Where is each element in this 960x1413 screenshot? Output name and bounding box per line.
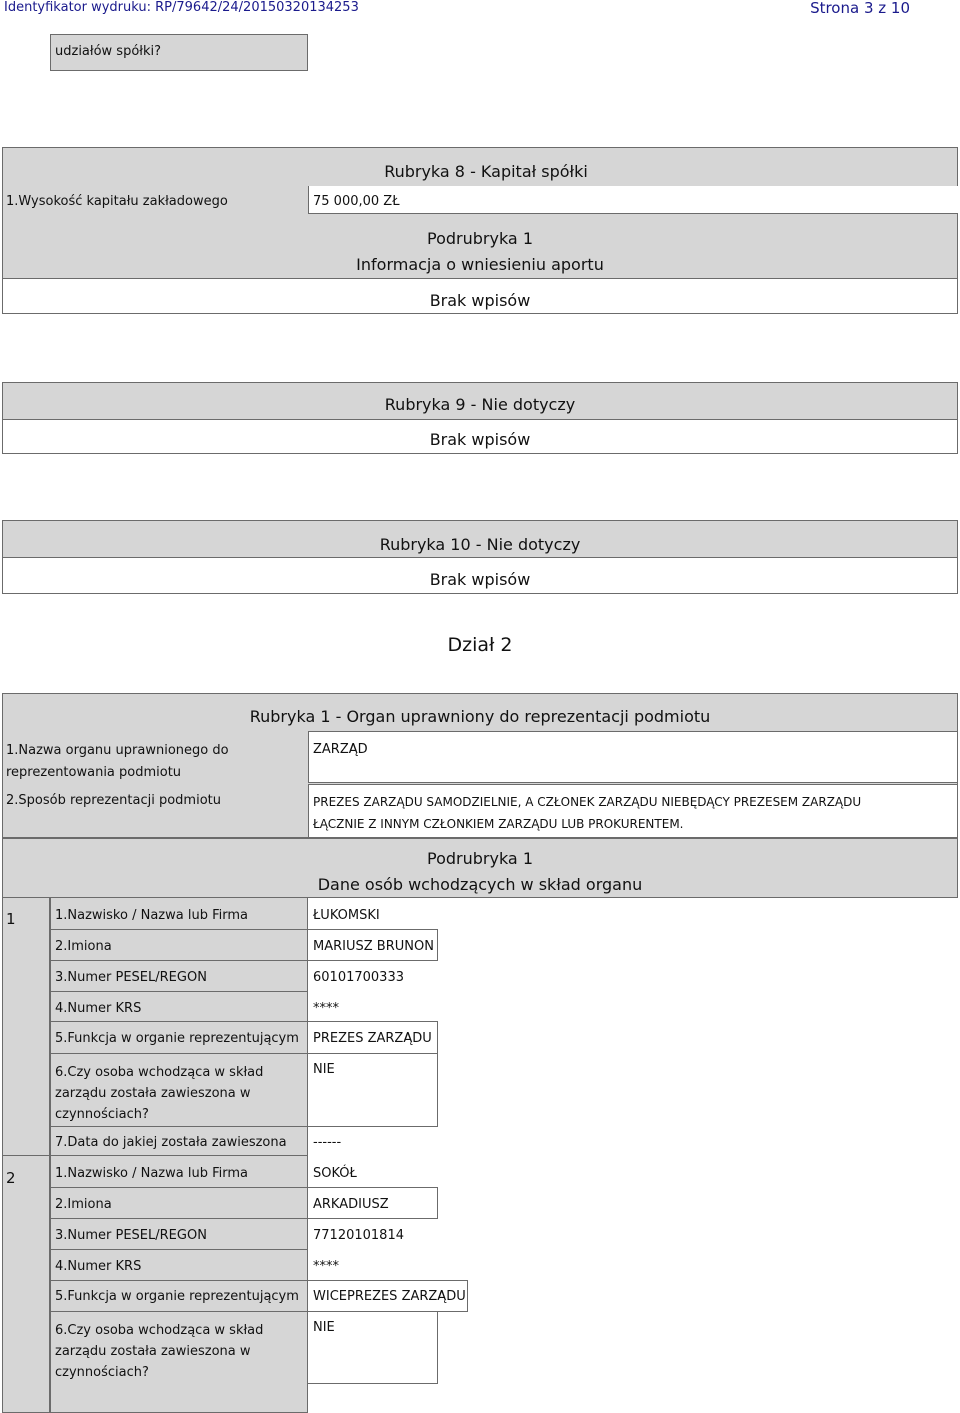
- person-1-index: 1: [6, 910, 16, 928]
- p2-value-function: WICEPREZES ZARZĄDU: [313, 1289, 466, 1304]
- p2-value-first: ARKADIUSZ: [313, 1197, 389, 1212]
- p1-label-pesel: 3.Numer PESEL/REGON: [55, 970, 207, 985]
- capital-label: 1.Wysokość kapitału zakładowego: [6, 194, 228, 209]
- p2-label-function: 5.Funkcja w organie reprezentującym: [55, 1289, 299, 1304]
- p1-value-function: PREZES ZARZĄDU: [313, 1031, 432, 1046]
- rubryka8-title: Rubryka 8 - Kapitał spółki: [384, 162, 588, 181]
- persons-subtitle-2: Dane osób wchodzących w skład organu: [317, 875, 643, 894]
- print-id: Identyfikator wydruku: RP/79642/24/20150320134253: [4, 0, 359, 15]
- p2-label-pesel: 3.Numer PESEL/REGON: [55, 1228, 207, 1243]
- rubryka10-empty: Brak wpisów: [429, 570, 531, 589]
- p1-label-name: 1.Nazwisko / Nazwa lub Firma: [55, 908, 248, 923]
- p1-value-pesel: 60101700333: [313, 970, 404, 985]
- p2-label-name: 1.Nazwisko / Nazwa lub Firma: [55, 1166, 248, 1181]
- p1-value-krs: ****: [313, 1001, 339, 1016]
- p1-value-name: ŁUKOMSKI: [313, 908, 380, 923]
- person-2-index: 2: [6, 1169, 16, 1187]
- p2-label-krs: 4.Numer KRS: [55, 1259, 142, 1274]
- p2-value-name: SOKÓŁ: [313, 1166, 357, 1181]
- p1-value-suspended: NIE: [313, 1062, 335, 1077]
- top-box-text: udziałów spółki?: [55, 44, 162, 59]
- aport-subtitle-1: Podrubryka 1: [427, 229, 533, 248]
- organ-name-label: 1.Nazwa organu uprawnionego do reprezentowania podmiotu: [6, 743, 229, 780]
- row-lines: [50, 0, 958, 1413]
- p2-value-pesel: 77120101814: [313, 1228, 404, 1243]
- p2-value-suspended: NIE: [313, 1320, 335, 1335]
- rubryka1-title: Rubryka 1 - Organ uprawniony do reprezentacji podmiotu: [249, 707, 711, 726]
- p1-label-krs: 4.Numer KRS: [55, 1001, 142, 1016]
- page-number: Strona 3 z 10: [810, 0, 910, 17]
- rubryka9-title: Rubryka 9 - Nie dotyczy: [384, 395, 576, 414]
- p1-label-suspended: 6.Czy osoba wchodząca w skład zarządu została zawieszona w czynnościach?: [55, 1065, 264, 1122]
- dzial-title: Dział 2: [447, 634, 513, 656]
- persons-subtitle-1: Podrubryka 1: [427, 849, 533, 868]
- rubryka9-empty: Brak wpisów: [429, 430, 531, 449]
- p1-value-date: ------: [313, 1135, 342, 1150]
- organ-name-value: ZARZĄD: [313, 742, 368, 757]
- p1-label-function: 5.Funkcja w organie reprezentującym: [55, 1031, 299, 1046]
- person-divider: [2, 1155, 50, 1156]
- p2-value-krs: ****: [313, 1259, 339, 1274]
- aport-empty: Brak wpisów: [429, 291, 531, 310]
- representation-label: 2.Sposób reprezentacji podmiotu: [6, 793, 221, 808]
- p1-value-first: MARIUSZ BRUNON: [313, 939, 434, 954]
- p2-label-first: 2.Imiona: [55, 1197, 112, 1212]
- rubryka10-title: Rubryka 10 - Nie dotyczy: [379, 535, 581, 554]
- aport-subtitle-2: Informacja o wniesieniu aportu: [356, 255, 604, 274]
- representation-value-1: PREZES ZARZĄDU SAMODZIELNIE, A CZŁONEK ZARZĄDU NIEBĘDĄCY PREZESEM ZARZĄDU: [313, 795, 862, 809]
- representation-value-2: ŁĄCZNIE Z INNYM CZŁONKIEM ZARZĄDU LUB PROKURENTEM.: [313, 817, 684, 831]
- p1-label-first: 2.Imiona: [55, 939, 112, 954]
- capital-value: 75 000,00 ZŁ: [313, 194, 400, 209]
- p1-label-date: 7.Data do jakiej została zawieszona: [55, 1135, 287, 1150]
- p2-label-suspended: 6.Czy osoba wchodząca w skład zarządu została zawieszona w czynnościach?: [55, 1323, 264, 1380]
